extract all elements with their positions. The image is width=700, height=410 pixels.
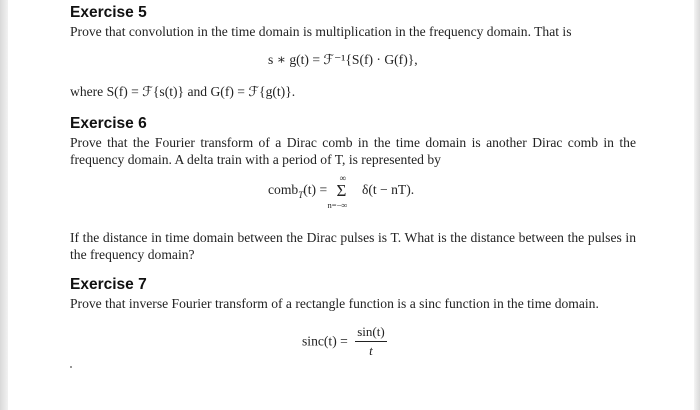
exercise-5-equation: s ∗ g(t) = ℱ⁻¹{S(f) · G(f)},: [268, 52, 418, 67]
comb-label: comb: [268, 182, 299, 198]
right-edge-shadow: [694, 0, 700, 410]
summation-symbol: [327, 173, 356, 210]
fraction-numerator: sin(t): [355, 324, 386, 342]
exercise-5-where: where S(f) = ℱ{s(t)} and G(f) = ℱ{g(t)}.: [70, 84, 296, 99]
exercise-6-heading: Exercise 6: [70, 115, 147, 132]
comb-arg: (t) =: [303, 182, 328, 198]
summation-upper: ∞: [339, 173, 346, 183]
left-edge-shadow: [0, 0, 8, 410]
exercise-7-heading: Exercise 7: [70, 276, 147, 293]
exercise-6-text: Prove that the Fourier transform of a Dirac comb in the time domain is another Dirac comb in the frequency domain. A delta train with a period of T, is represented by: [70, 135, 636, 167]
summation-lower: n=−∞: [327, 200, 348, 210]
exercise-6-question: If the distance in time domain between the Dirac pulses is T. What is the distance between the pulses in the frequency domain?: [70, 230, 636, 262]
exercise-7-text: Prove that inverse Fourier transform of a rectangle function is a sinc function in the time domain.: [70, 296, 599, 311]
sinc-lhs: sinc(t) =: [302, 333, 348, 349]
exercise-6-equation: [268, 173, 415, 210]
fraction-denominator: t: [369, 343, 373, 358]
comb-subscript: T: [298, 189, 304, 200]
exercise-5-text: Prove that convolution in the time domain is multiplication in the frequency domain. That is: [70, 24, 572, 39]
sigma-glyph: Σ: [336, 181, 347, 200]
exercise-5-heading: Exercise 5: [70, 4, 147, 21]
sinc-fraction: [355, 324, 386, 359]
stray-dot: [70, 366, 72, 368]
delta-term: δ(t − nT).: [361, 182, 415, 198]
exercise-7-equation: [302, 324, 387, 359]
